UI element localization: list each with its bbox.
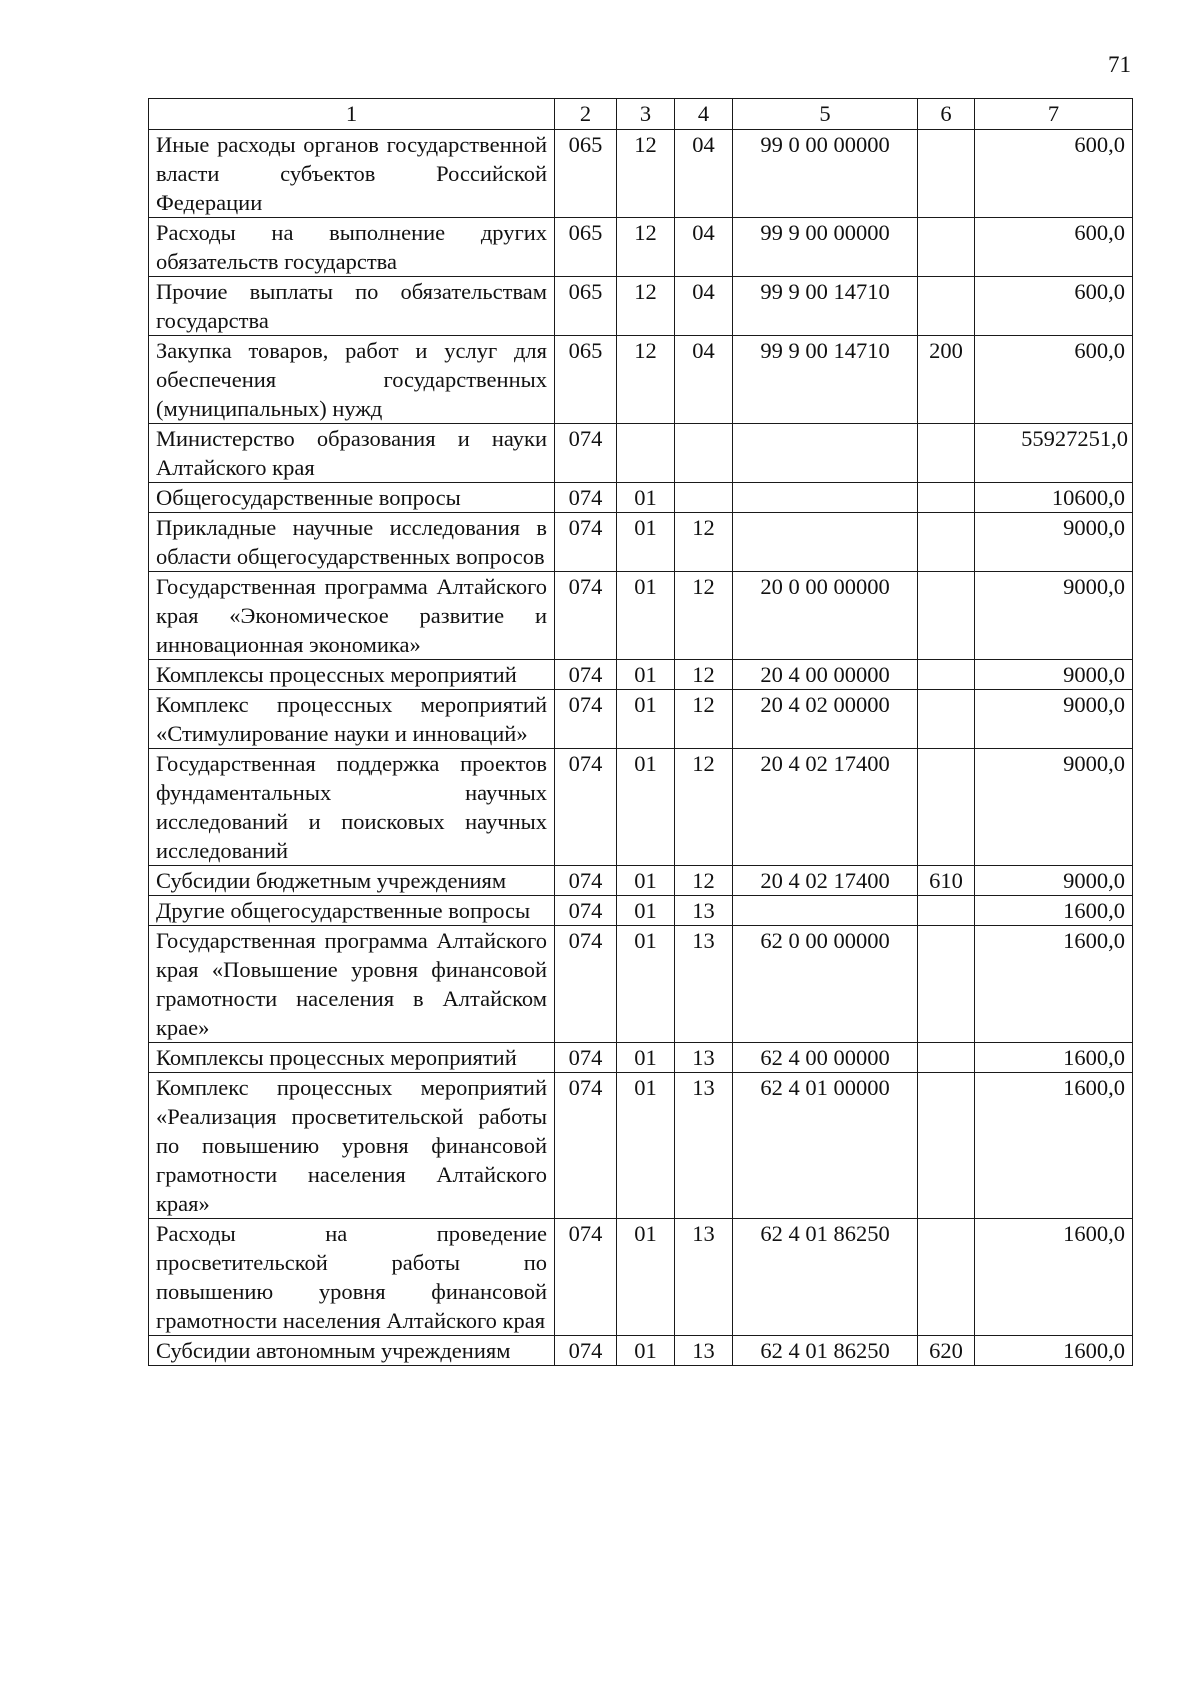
table-row [149, 218, 1133, 277]
expense-type-code [918, 513, 975, 572]
expense-name: Комплексы процессных мероприятий [149, 660, 555, 690]
target-article-code: 99 9 00 14710 [733, 277, 918, 336]
amount: 600,0 [975, 336, 1133, 424]
table-row [149, 896, 1133, 926]
page-number: 71 [1108, 52, 1131, 77]
target-article-code: 62 4 00 00000 [733, 1043, 918, 1073]
table-row [149, 1073, 1133, 1219]
section-code: 01 [617, 749, 675, 866]
section-code: 12 [617, 336, 675, 424]
expense-name: Прочие выплаты по обязательствам государства [149, 277, 555, 336]
target-article-code [733, 896, 918, 926]
target-article-code [733, 513, 918, 572]
subsection-code: 13 [675, 896, 733, 926]
expense-name: Комплекс процессных мероприятий «Стимулирование науки и инноваций» [149, 690, 555, 749]
amount: 1600,0 [975, 1073, 1133, 1219]
subsection-code: 13 [675, 1073, 733, 1219]
column-header: 7 [975, 99, 1133, 130]
expense-type-code [918, 690, 975, 749]
budget-table [148, 98, 1133, 1366]
amount: 1600,0 [975, 1219, 1133, 1336]
target-article-code: 99 9 00 00000 [733, 218, 918, 277]
subsection-code: 12 [675, 660, 733, 690]
section-code: 01 [617, 1073, 675, 1219]
subsection-code: 12 [675, 749, 733, 866]
ministry-code: 074 [555, 513, 617, 572]
expense-type-code [918, 130, 975, 218]
subsection-code: 12 [675, 513, 733, 572]
amount: 55927251,0 [975, 424, 1133, 483]
subsection-code: 13 [675, 1336, 733, 1366]
table-row [149, 660, 1133, 690]
section-code: 12 [617, 277, 675, 336]
expense-name: Расходы на выполнение других обязательств государства [149, 218, 555, 277]
ministry-code: 074 [555, 660, 617, 690]
subsection-code: 04 [675, 130, 733, 218]
target-article-code: 20 4 02 00000 [733, 690, 918, 749]
expense-name: Комплекс процессных мероприятий «Реализация просветительской работы по повышению уровня финансовой грамотности населения Алтайского края» [149, 1073, 555, 1219]
subsection-code: 12 [675, 866, 733, 896]
expense-name: Другие общегосударственные вопросы [149, 896, 555, 926]
expense-name: Общегосударственные вопросы [149, 483, 555, 513]
subsection-code: 13 [675, 926, 733, 1043]
ministry-code: 065 [555, 277, 617, 336]
table-row [149, 749, 1133, 866]
expense-name: Закупка товаров, работ и услуг для обеспечения государственных (муниципальных) нужд [149, 336, 555, 424]
amount: 1600,0 [975, 1043, 1133, 1073]
target-article-code: 20 4 02 17400 [733, 749, 918, 866]
section-code: 12 [617, 130, 675, 218]
target-article-code: 20 0 00 00000 [733, 572, 918, 660]
ministry-code: 074 [555, 690, 617, 749]
expense-type-code [918, 896, 975, 926]
column-header: 2 [555, 99, 617, 130]
ministry-code: 074 [555, 749, 617, 866]
section-code: 01 [617, 690, 675, 749]
expense-type-code [918, 1043, 975, 1073]
table-row [149, 1043, 1133, 1073]
section-code: 01 [617, 866, 675, 896]
subsection-code: 13 [675, 1219, 733, 1336]
amount: 9000,0 [975, 749, 1133, 866]
section-code: 01 [617, 660, 675, 690]
section-code [617, 424, 675, 483]
expense-name: Государственная программа Алтайского края «Экономическое развитие и инновационная экономика» [149, 572, 555, 660]
section-code: 01 [617, 896, 675, 926]
table-row [149, 483, 1133, 513]
ministry-code: 074 [555, 926, 617, 1043]
table-row [149, 336, 1133, 424]
table-row [149, 1219, 1133, 1336]
table-row [149, 513, 1133, 572]
subsection-code: 04 [675, 218, 733, 277]
expense-type-code [918, 1219, 975, 1336]
column-header: 4 [675, 99, 733, 130]
table-row [149, 572, 1133, 660]
amount: 600,0 [975, 218, 1133, 277]
expense-name: Иные расходы органов государственной власти субъектов Российской Федерации [149, 130, 555, 218]
amount: 9000,0 [975, 513, 1133, 572]
amount: 1600,0 [975, 896, 1133, 926]
amount: 1600,0 [975, 926, 1133, 1043]
expense-name: Государственная программа Алтайского края «Повышение уровня финансовой грамотности населения в Алтайском крае» [149, 926, 555, 1043]
ministry-code: 065 [555, 130, 617, 218]
target-article-code: 62 4 01 86250 [733, 1219, 918, 1336]
expense-type-code: 620 [918, 1336, 975, 1366]
section-code: 01 [617, 926, 675, 1043]
ministry-code: 074 [555, 1073, 617, 1219]
subsection-code: 12 [675, 690, 733, 749]
ministry-code: 065 [555, 218, 617, 277]
expense-name: Субсидии бюджетным учреждениям [149, 866, 555, 896]
amount: 9000,0 [975, 660, 1133, 690]
section-code: 01 [617, 483, 675, 513]
expense-type-code [918, 424, 975, 483]
column-header: 1 [149, 99, 555, 130]
ministry-code: 074 [555, 483, 617, 513]
subsection-code: 12 [675, 572, 733, 660]
column-header: 5 [733, 99, 918, 130]
expense-type-code [918, 749, 975, 866]
expense-name: Расходы на проведение просветительской работы по повышению уровня финансовой грамотности населения Алтайского края [149, 1219, 555, 1336]
expense-type-code [918, 218, 975, 277]
expense-name: Субсидии автономным учреждениям [149, 1336, 555, 1366]
ministry-code: 065 [555, 336, 617, 424]
ministry-code: 074 [555, 1043, 617, 1073]
expense-type-code: 610 [918, 866, 975, 896]
column-header: 6 [918, 99, 975, 130]
subsection-code: 13 [675, 1043, 733, 1073]
expense-name: Государственная поддержка проектов фундаментальных научных исследований и поисковых научных исследований [149, 749, 555, 866]
expense-type-code [918, 926, 975, 1043]
table-row [149, 277, 1133, 336]
ministry-code: 074 [555, 424, 617, 483]
target-article-code: 20 4 00 00000 [733, 660, 918, 690]
expense-type-code [918, 660, 975, 690]
amount: 10600,0 [975, 483, 1133, 513]
section-code: 01 [617, 513, 675, 572]
amount: 600,0 [975, 277, 1133, 336]
expense-type-code [918, 1073, 975, 1219]
expense-type-code [918, 572, 975, 660]
expense-type-code [918, 277, 975, 336]
expense-name: Комплексы процессных мероприятий [149, 1043, 555, 1073]
table-row [149, 424, 1133, 483]
expense-name: Министерство образования и науки Алтайского края [149, 424, 555, 483]
target-article-code: 62 0 00 00000 [733, 926, 918, 1043]
amount: 9000,0 [975, 572, 1133, 660]
subsection-code [675, 424, 733, 483]
column-header: 3 [617, 99, 675, 130]
subsection-code: 04 [675, 277, 733, 336]
section-code: 01 [617, 1336, 675, 1366]
target-article-code: 20 4 02 17400 [733, 866, 918, 896]
table-row [149, 1336, 1133, 1366]
table-row [149, 690, 1133, 749]
expense-type-code: 200 [918, 336, 975, 424]
amount: 1600,0 [975, 1336, 1133, 1366]
header-row [149, 99, 1133, 130]
table-row [149, 866, 1133, 896]
amount: 9000,0 [975, 690, 1133, 749]
table-row [149, 926, 1133, 1043]
target-article-code: 99 0 00 00000 [733, 130, 918, 218]
expense-type-code [918, 483, 975, 513]
subsection-code: 04 [675, 336, 733, 424]
target-article-code [733, 424, 918, 483]
target-article-code: 62 4 01 00000 [733, 1073, 918, 1219]
amount: 9000,0 [975, 866, 1133, 896]
ministry-code: 074 [555, 896, 617, 926]
ministry-code: 074 [555, 866, 617, 896]
target-article-code [733, 483, 918, 513]
ministry-code: 074 [555, 1219, 617, 1336]
target-article-code: 62 4 01 86250 [733, 1336, 918, 1366]
expense-name: Прикладные научные исследования в области общегосударственных вопросов [149, 513, 555, 572]
target-article-code: 99 9 00 14710 [733, 336, 918, 424]
ministry-code: 074 [555, 572, 617, 660]
table-row [149, 130, 1133, 218]
subsection-code [675, 483, 733, 513]
ministry-code: 074 [555, 1336, 617, 1366]
section-code: 01 [617, 1043, 675, 1073]
section-code: 01 [617, 572, 675, 660]
section-code: 01 [617, 1219, 675, 1336]
section-code: 12 [617, 218, 675, 277]
amount: 600,0 [975, 130, 1133, 218]
